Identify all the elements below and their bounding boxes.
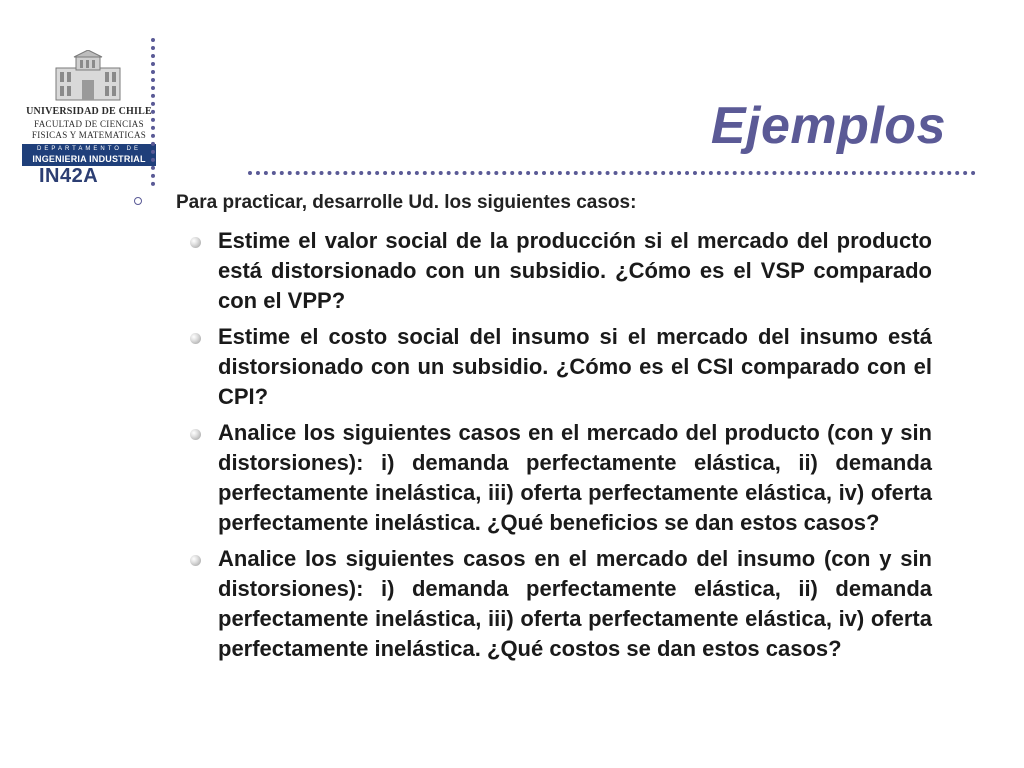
list-item: [186, 322, 932, 412]
department-band: [22, 144, 156, 166]
list-item: [186, 418, 932, 538]
bullet-icon: [190, 237, 201, 248]
building-icon: [54, 50, 122, 102]
list-item-text: Estime el valor social de la producción si el mercado del producto está distorsionado con un subsidio. ¿Cómo es el VSP comparado con el VPP?: [218, 228, 932, 313]
vertical-divider: [151, 38, 155, 186]
list-item-text: Estime el costo social del insumo si el mercado del insumo está distorsionado con un subsidio. ¿Cómo es el CSI comparado con el CPI?: [218, 324, 932, 409]
university-name: UNIVERSIDAD DE CHILE: [26, 106, 152, 117]
course-code: IN42A: [39, 165, 99, 187]
department-label: DEPARTAMENTO DE: [37, 146, 141, 152]
slide-title: Ejemplos: [710, 97, 946, 155]
intro-text: Para practicar, desarrolle Ud. los siguientes casos:: [176, 192, 637, 213]
bullet-icon: [190, 333, 201, 344]
list-item: [186, 226, 932, 316]
department-name: INGENIERIA INDUSTRIAL: [32, 154, 146, 164]
title-divider: [248, 171, 976, 175]
bullet-icon: [190, 429, 201, 440]
faculty-line-1: FACULTAD DE CIENCIAS: [34, 119, 144, 129]
faculty-line-2: FISICAS Y MATEMATICAS: [31, 130, 147, 140]
list-item-text: Analice los siguientes casos en el mercado del producto (con y sin distorsiones): i) demanda perfectamente elástica, ii) demanda perfectamente inelástica, iii) oferta perfectamente elástica, iv) oferta perfectamente inelástica. ¿Qué beneficios se dan estos casos?: [218, 420, 932, 535]
list-item: [186, 544, 932, 664]
ring-bullet-icon: [134, 197, 142, 205]
case-list: [186, 226, 932, 670]
bullet-icon: [190, 555, 201, 566]
list-item-text: Analice los siguientes casos en el mercado del insumo (con y sin distorsiones): i) demanda perfectamente elástica, ii) demanda perfectamente inelástica, iii) oferta perfectamente elástica, iv) oferta perfectamente inelástica. ¿Qué costos se dan estos casos?: [218, 546, 932, 661]
